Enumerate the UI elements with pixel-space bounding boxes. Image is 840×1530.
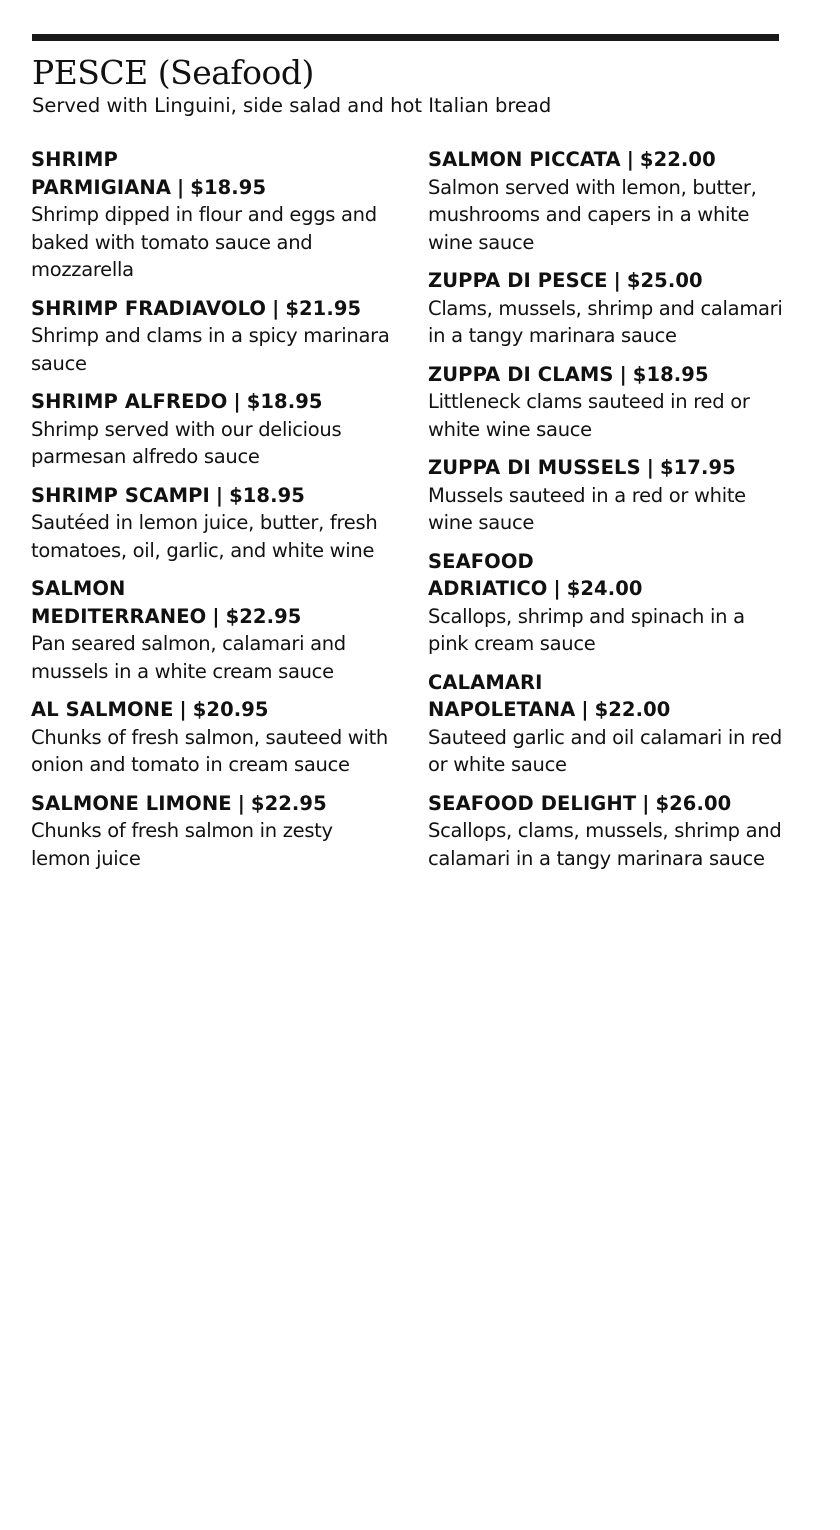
menu-item-price: $22.95: [225, 604, 302, 628]
menu-item-name: ZUPPA DI MUSSELS: [428, 456, 641, 479]
menu-item: [428, 146, 790, 256]
price-separator: |: [613, 269, 621, 292]
menu-item-heading: [31, 146, 391, 201]
menu-item-heading: [31, 482, 391, 510]
menu-item: [428, 361, 790, 444]
menu-column-right: [428, 146, 790, 883]
menu-item-price: $22.00: [639, 148, 716, 171]
menu-item: [31, 388, 391, 471]
menu-item-name: SEAFOOD ADRIATICO: [428, 549, 548, 600]
menu-item-name: SALMONE LIMONE: [31, 791, 232, 815]
menu-item-heading: [31, 295, 391, 323]
menu-item-description: Chunks of fresh salmon, sauteed with onion and tomato in cream sauce: [31, 725, 388, 776]
menu-item-price: $25.00: [626, 269, 703, 292]
price-separator: |: [179, 698, 187, 721]
menu-item-price: $18.95: [632, 362, 709, 386]
price-separator: |: [215, 483, 224, 507]
menu-item-description: Clams, mussels, shrimp and calamari in a tangy marinara sauce: [428, 296, 783, 347]
menu-item-heading: [31, 388, 391, 416]
menu-item-heading: [31, 696, 391, 724]
menu-item-price: $18.95: [229, 483, 305, 507]
price-separator: |: [212, 604, 220, 628]
menu-item-price: $22.00: [594, 698, 671, 721]
menu-item-description: Shrimp and clams in a spicy marinara sauce: [31, 324, 390, 375]
menu-item-description: Scallops, clams, mussels, shrimp and calamari in a tangy marinara sauce: [428, 819, 782, 870]
menu-item: [31, 575, 391, 685]
section-subtitle: Served with Linguini, side salad and hot Italian bread: [32, 94, 552, 117]
menu-item-name: SHRIMP FRADIAVOLO: [31, 296, 267, 320]
menu-item-name: ZUPPA DI PESCE: [428, 269, 608, 292]
menu-item-description: Sauteed garlic and oil calamari in red or white sauce: [428, 725, 783, 776]
menu-item-name: SHRIMP SCAMPI: [31, 483, 210, 507]
menu-item-description: Mussels sauteed in a red or white wine sauce: [428, 483, 746, 534]
menu-item-description: Shrimp served with our delicious parmesan alfredo sauce: [31, 417, 342, 468]
menu-item-price: $24.00: [566, 577, 643, 600]
menu-item-price: $22.95: [250, 791, 327, 815]
menu-item-description: Scallops, shrimp and spinach in a pink cream sauce: [428, 604, 745, 655]
menu-item-heading: [428, 790, 790, 818]
menu-item-description: Salmon served with lemon, butter, mushrooms and capers in a white wine sauce: [428, 175, 757, 254]
menu-item-name: SEAFOOD DELIGHT: [428, 791, 637, 815]
menu-item-heading: [428, 361, 790, 389]
menu-item: [31, 790, 391, 873]
price-separator: |: [177, 175, 185, 199]
price-separator: |: [626, 148, 634, 171]
menu-item: [31, 696, 391, 779]
menu-item-name: ZUPPA DI CLAMS: [428, 362, 614, 386]
menu-item-name: CALAMARI NAPOLETANA: [428, 670, 576, 721]
price-separator: |: [642, 791, 650, 815]
menu-item-heading: [428, 548, 790, 603]
menu-item: [31, 482, 391, 565]
price-separator: |: [272, 296, 280, 320]
menu-item: [428, 454, 790, 537]
menu-item-name: AL SALMONE: [31, 698, 174, 721]
price-separator: |: [237, 791, 245, 815]
menu-item-heading: [31, 790, 391, 818]
menu-item-heading: [428, 669, 790, 724]
menu-item-description: Sautéed in lemon juice, butter, fresh tomatoes, oil, garlic, and white wine: [31, 511, 378, 562]
menu-item-price: $18.95: [190, 175, 267, 199]
menu-item: [31, 146, 391, 284]
menu-item: [428, 267, 790, 350]
price-separator: |: [233, 390, 241, 413]
price-separator: |: [619, 362, 627, 386]
menu-item-price: $17.95: [659, 456, 736, 479]
menu-item-description: Littleneck clams sauteed in red or white wine sauce: [428, 390, 750, 441]
menu-item-heading: [428, 267, 790, 295]
menu-item-heading: [428, 454, 790, 482]
menu-item-name: SALMON MEDITERRANEO: [31, 577, 207, 628]
menu-item-name: SHRIMP ALFREDO: [31, 390, 228, 413]
menu-item: [428, 548, 790, 658]
menu-item: [428, 790, 790, 873]
top-divider-rule: [32, 34, 779, 41]
menu-item-description: Chunks of fresh salmon in zesty lemon juice: [31, 819, 333, 870]
menu-item: [428, 669, 790, 779]
menu-item-name: SALMON PICCATA: [428, 148, 621, 171]
menu-item-name: SHRIMP PARMIGIANA: [31, 148, 172, 199]
menu-column-left: [31, 146, 391, 883]
section-title: PESCE (Seafood): [32, 53, 314, 92]
price-separator: |: [553, 577, 561, 600]
menu-item-price: $18.95: [246, 390, 323, 413]
menu-item-price: $26.00: [655, 791, 732, 815]
menu-item-price: $20.95: [192, 698, 269, 721]
menu-item-description: Pan seared salmon, calamari and mussels in a white cream sauce: [31, 632, 346, 683]
price-separator: |: [646, 456, 654, 479]
menu-item: [31, 295, 391, 378]
menu-item-price: $21.95: [285, 296, 362, 320]
price-separator: |: [581, 698, 589, 721]
menu-item-heading: [428, 146, 790, 174]
menu-item-heading: [31, 575, 391, 630]
menu-item-description: Shrimp dipped in flour and eggs and baked with tomato sauce and mozzarella: [31, 203, 377, 281]
